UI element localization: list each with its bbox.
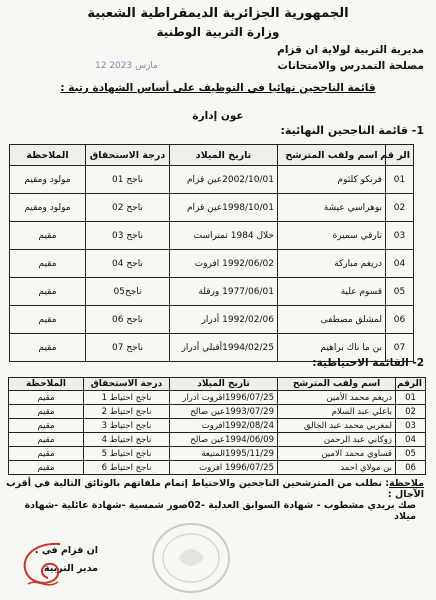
table-row — [10, 166, 414, 194]
row-number: 02 — [396, 405, 426, 419]
candidate-name: لمشلق مصطفى — [278, 306, 386, 334]
row-number: 02 — [386, 194, 414, 222]
candidate-name: دريغم محمد الأمين — [278, 391, 396, 405]
column-header: تاريخ الميلاد — [170, 145, 278, 166]
birth-date-place: 1996/07/25 افروت — [170, 461, 278, 475]
remark: مقيم — [9, 405, 84, 419]
remark: مقيم — [9, 447, 84, 461]
merit-rank: ناجح 02 — [86, 194, 170, 222]
note-label: ملاحظة — [389, 478, 424, 489]
merit-rank: ناجح احتياط 2 — [84, 405, 170, 419]
merit-rank: ناجح احتياط 6 — [84, 461, 170, 475]
reserve-list-title: 2- القائمة الاحتياطية: — [312, 357, 424, 369]
official-seal-icon — [148, 518, 234, 598]
birth-date-place: 2002/10/01عين قزام — [170, 166, 278, 194]
table-row — [9, 461, 426, 475]
column-header: تاريخ الميلاد — [170, 378, 278, 391]
merit-rank: ناجح 03 — [86, 222, 170, 250]
row-number: 01 — [386, 166, 414, 194]
note-text: : نطلب من المترشحين الناجحين والاحتياط إتمام ملفاتهم بالوثائق التالية في أقرب الآجال : — [6, 478, 424, 500]
birth-date-place: 1995/11/29المنيعة — [170, 447, 278, 461]
service-name: مصلحة التمدرس والامتحانات — [277, 60, 424, 72]
column-header: اسم ولقب المترشح — [278, 378, 396, 391]
birth-date-place: 1998/10/01عين قزام — [170, 194, 278, 222]
candidate-name: باعلي عبد السلام — [278, 405, 396, 419]
remark: مقيم — [10, 334, 86, 362]
republic-header: الجمهورية الجزائرية الديمقراطية الشعبية — [87, 6, 349, 21]
reserve-list-table — [8, 377, 426, 475]
directorate-name: مديرية التربية لولاية ان قزام — [277, 44, 424, 56]
table-row — [9, 433, 426, 447]
row-number: 05 — [386, 278, 414, 306]
ministry-header: وزارة التربية الوطنية — [156, 25, 280, 39]
row-number: 05 — [396, 447, 426, 461]
merit-rank: ناجح احتياط 1 — [84, 391, 170, 405]
table-row — [9, 419, 426, 433]
birth-date-place: 1977/06/01 ورقلة — [170, 278, 278, 306]
place-date-line: ان قزام في : — [34, 545, 98, 556]
birth-date-place: 1992/06/02 افروت — [170, 250, 278, 278]
column-header: درجة الاستحقاق — [86, 145, 170, 166]
candidate-name: دريغم مباركة — [278, 250, 386, 278]
candidate-name: بن مولاي احمد — [278, 461, 396, 475]
list-title: قائمة الناجحين نهائيا في التوظيف على أساس الشهادة رتبة : — [60, 82, 376, 94]
candidate-name: قساوي محمد الامين — [278, 447, 396, 461]
candidate-name: بوهراسي عيشة — [278, 194, 386, 222]
remark: مقيم — [10, 306, 86, 334]
signature-icon — [14, 538, 70, 594]
table-row — [10, 194, 414, 222]
row-number: 01 — [396, 391, 426, 405]
birth-date-place: 1996/07/25افروت ادرار — [170, 391, 278, 405]
merit-rank: ناجح 07 — [86, 334, 170, 362]
table-row — [9, 447, 426, 461]
remark: مقيم — [9, 433, 84, 447]
merit-rank: ناجح احتياط 4 — [84, 433, 170, 447]
column-header: الر قم — [386, 145, 414, 166]
column-header: الملاحظة — [10, 145, 86, 166]
birth-date-place: 1994/06/09عين صالح — [170, 433, 278, 447]
remark: مقيم — [9, 419, 84, 433]
final-list-table — [9, 144, 414, 362]
row-number: 03 — [396, 419, 426, 433]
merit-rank: ناجح 01 — [86, 166, 170, 194]
row-number: 07 — [386, 334, 414, 362]
row-number: 06 — [386, 306, 414, 334]
remark: مقيم — [9, 391, 84, 405]
final-list-title: 1- قائمة الناجحين النهائية: — [280, 124, 424, 137]
date-stamp: 12 مارس 2023 — [95, 61, 158, 71]
table-row — [10, 250, 414, 278]
candidate-name: لمغربي محمد عبد الخالق — [278, 419, 396, 433]
column-header: الرقم — [396, 378, 426, 391]
birth-date-place: 1992/02/06 أدرار — [170, 306, 278, 334]
candidate-name: فرنكو كلثوم — [278, 166, 386, 194]
row-number: 04 — [386, 250, 414, 278]
table-row — [9, 391, 426, 405]
required-documents: صك بريدي مشطوب - شهادة السوابق العدلية -02صور شمسية -شهادة عائلية -شهادة ميلاد — [24, 500, 416, 522]
table-header-row — [10, 145, 414, 166]
column-header: اسم ولقب المترشح — [278, 145, 386, 166]
remark: مقيم — [10, 250, 86, 278]
row-number: 06 — [396, 461, 426, 475]
note — [4, 478, 424, 500]
birth-date-place: 1994/02/25أقبلي أدرار — [170, 334, 278, 362]
merit-rank: ناجح 06 — [86, 306, 170, 334]
row-number: 04 — [396, 433, 426, 447]
merit-rank: ناجح 04 — [86, 250, 170, 278]
remark: مقيم — [10, 222, 86, 250]
remark: مولود ومقيم — [10, 194, 86, 222]
table-row — [10, 222, 414, 250]
table-header-row — [9, 378, 426, 391]
merit-rank: ناجح05 — [86, 278, 170, 306]
candidate-name: زوكاني عبد الرحمن — [278, 433, 396, 447]
merit-rank: ناجح احتياط 3 — [84, 419, 170, 433]
birth-date-place: خلال 1984 تمنراست — [170, 222, 278, 250]
candidate-name: بن ما ناك براهيم — [278, 334, 386, 362]
table-row — [10, 306, 414, 334]
remark: مقيم — [10, 278, 86, 306]
candidate-name: تارقي سميرة — [278, 222, 386, 250]
merit-rank: ناجح احتياط 5 — [84, 447, 170, 461]
candidate-name: قسوم علية — [278, 278, 386, 306]
birth-date-place: 1992/08/24افروت — [170, 419, 278, 433]
remark: مولود ومقيم — [10, 166, 86, 194]
column-header: درجة الاستحقاق — [84, 378, 170, 391]
table-row — [9, 405, 426, 419]
grade-title: عون إدارة — [192, 110, 244, 122]
birth-date-place: 1993/07/29عين صالح — [170, 405, 278, 419]
director-title: مدير التربية — [44, 563, 98, 574]
row-number: 03 — [386, 222, 414, 250]
remark: مقيم — [9, 461, 84, 475]
table-row — [10, 278, 414, 306]
column-header: الملاحظة — [9, 378, 84, 391]
